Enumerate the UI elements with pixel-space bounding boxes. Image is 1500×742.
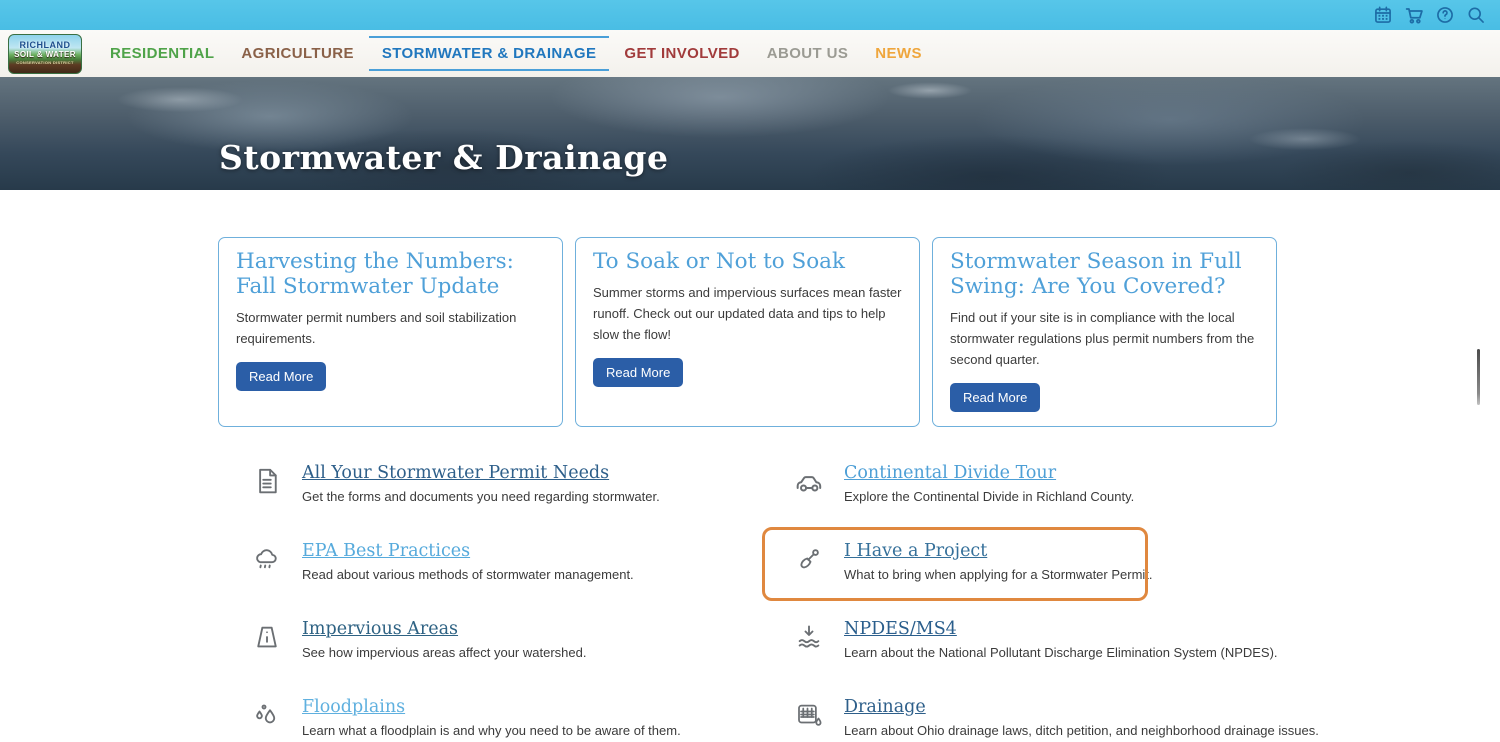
link-title[interactable]: Impervious Areas: [302, 619, 458, 639]
link-item-drainage: [790, 697, 1332, 742]
card-title: Harvesting the Numbers: Fall Stormwater Update: [236, 249, 545, 299]
main-nav: [0, 30, 1500, 77]
link-text: [302, 697, 681, 742]
link-text: [844, 697, 1319, 742]
discharge-icon: [790, 619, 828, 664]
topbar: [0, 0, 1500, 30]
link-description: Learn about the National Pollutant Discharge Elimination System (NPDES).: [844, 645, 1278, 660]
search-icon[interactable]: [1465, 4, 1487, 26]
card-body: Stormwater permit numbers and soil stabilization requirements.: [236, 308, 545, 350]
link-text: [302, 619, 586, 664]
read-more-button[interactable]: Read More: [236, 362, 326, 391]
card-title: To Soak or Not to Soak: [593, 249, 902, 274]
nav-item-residential[interactable]: RESIDENTIAL: [98, 36, 226, 71]
link-item-impervious-areas: [248, 619, 790, 664]
link-description: What to bring when applying for a Stormwater Permit.: [844, 567, 1153, 582]
document-icon: [248, 463, 286, 508]
link-text: [844, 619, 1278, 664]
nav-item-stormwater-drainage[interactable]: STORMWATER & DRAINAGE: [369, 36, 610, 71]
logo-line3: CONSERVATION DISTRICT: [16, 60, 73, 66]
link-title[interactable]: All Your Stormwater Permit Needs: [302, 463, 609, 483]
hero-banner: [0, 77, 1500, 190]
nav-menu: [98, 36, 934, 71]
help-icon[interactable]: [1434, 4, 1456, 26]
vertical-scrollbar-thumb[interactable]: [1477, 349, 1480, 405]
shovel-icon: [790, 541, 828, 586]
link-description: Read about various methods of stormwater management.: [302, 567, 634, 582]
link-description: Learn about Ohio drainage laws, ditch petition, and neighborhood drainage issues.: [844, 723, 1319, 738]
cart-icon[interactable]: [1403, 4, 1425, 26]
link-title[interactable]: Continental Divide Tour: [844, 463, 1056, 483]
card-to-soak-or-not: [575, 237, 920, 427]
road-icon: [248, 619, 286, 664]
link-item-npdes-ms4: [790, 619, 1332, 664]
nav-item-agriculture[interactable]: AGRICULTURE: [229, 36, 365, 71]
link-description: See how impervious areas affect your watershed.: [302, 645, 586, 660]
link-text: [302, 463, 660, 508]
link-title[interactable]: NPDES/MS4: [844, 619, 957, 639]
calendar-icon[interactable]: [1372, 4, 1394, 26]
link-title[interactable]: Floodplains: [302, 697, 405, 717]
link-title[interactable]: Drainage: [844, 697, 926, 717]
nav-item-news[interactable]: NEWS: [863, 36, 934, 71]
nav-item-about-us[interactable]: ABOUT US: [755, 36, 861, 71]
link-item-i-have-a-project: [790, 541, 1332, 586]
card-body: Summer storms and impervious surfaces mean faster runoff. Check out our updated data and tips to help slow the flow!: [593, 283, 902, 345]
news-cards: [218, 237, 1500, 427]
card-stormwater-season: [932, 237, 1277, 427]
link-item-stormwater-permit-needs: [248, 463, 790, 508]
link-title[interactable]: EPA Best Practices: [302, 541, 470, 561]
link-description: Get the forms and documents you need regarding stormwater.: [302, 489, 660, 504]
site-logo[interactable]: [8, 34, 82, 74]
link-text: [844, 463, 1134, 508]
link-item-epa-best-practices: [248, 541, 790, 586]
link-text: [302, 541, 634, 586]
logo-line2: SOIL & WATER: [14, 50, 76, 60]
logo-line1: RICHLAND: [20, 41, 71, 50]
link-item-floodplains: [248, 697, 790, 742]
rain-cloud-icon: [248, 541, 286, 586]
read-more-button[interactable]: Read More: [593, 358, 683, 387]
link-item-continental-divide-tour: [790, 463, 1332, 508]
link-description: Learn what a floodplain is and why you need to be aware of them.: [302, 723, 681, 738]
link-description: Explore the Continental Divide in Richland County.: [844, 489, 1134, 504]
drain-icon: [790, 697, 828, 742]
card-title: Stormwater Season in Full Swing: Are You Covered?: [950, 249, 1259, 299]
card-fall-stormwater-update: [218, 237, 563, 427]
read-more-button[interactable]: Read More: [950, 383, 1040, 412]
car-icon: [790, 463, 828, 508]
page-title: Stormwater & Drainage: [219, 138, 668, 177]
nav-item-get-involved[interactable]: GET INVOLVED: [612, 36, 751, 71]
topic-links: [248, 463, 1500, 742]
card-body: Find out if your site is in compliance with the local stormwater regulations plus permit numbers from the second quarter.: [950, 308, 1259, 370]
link-title[interactable]: I Have a Project: [844, 541, 987, 561]
water-drops-icon: [248, 697, 286, 742]
link-text: [844, 541, 1153, 586]
